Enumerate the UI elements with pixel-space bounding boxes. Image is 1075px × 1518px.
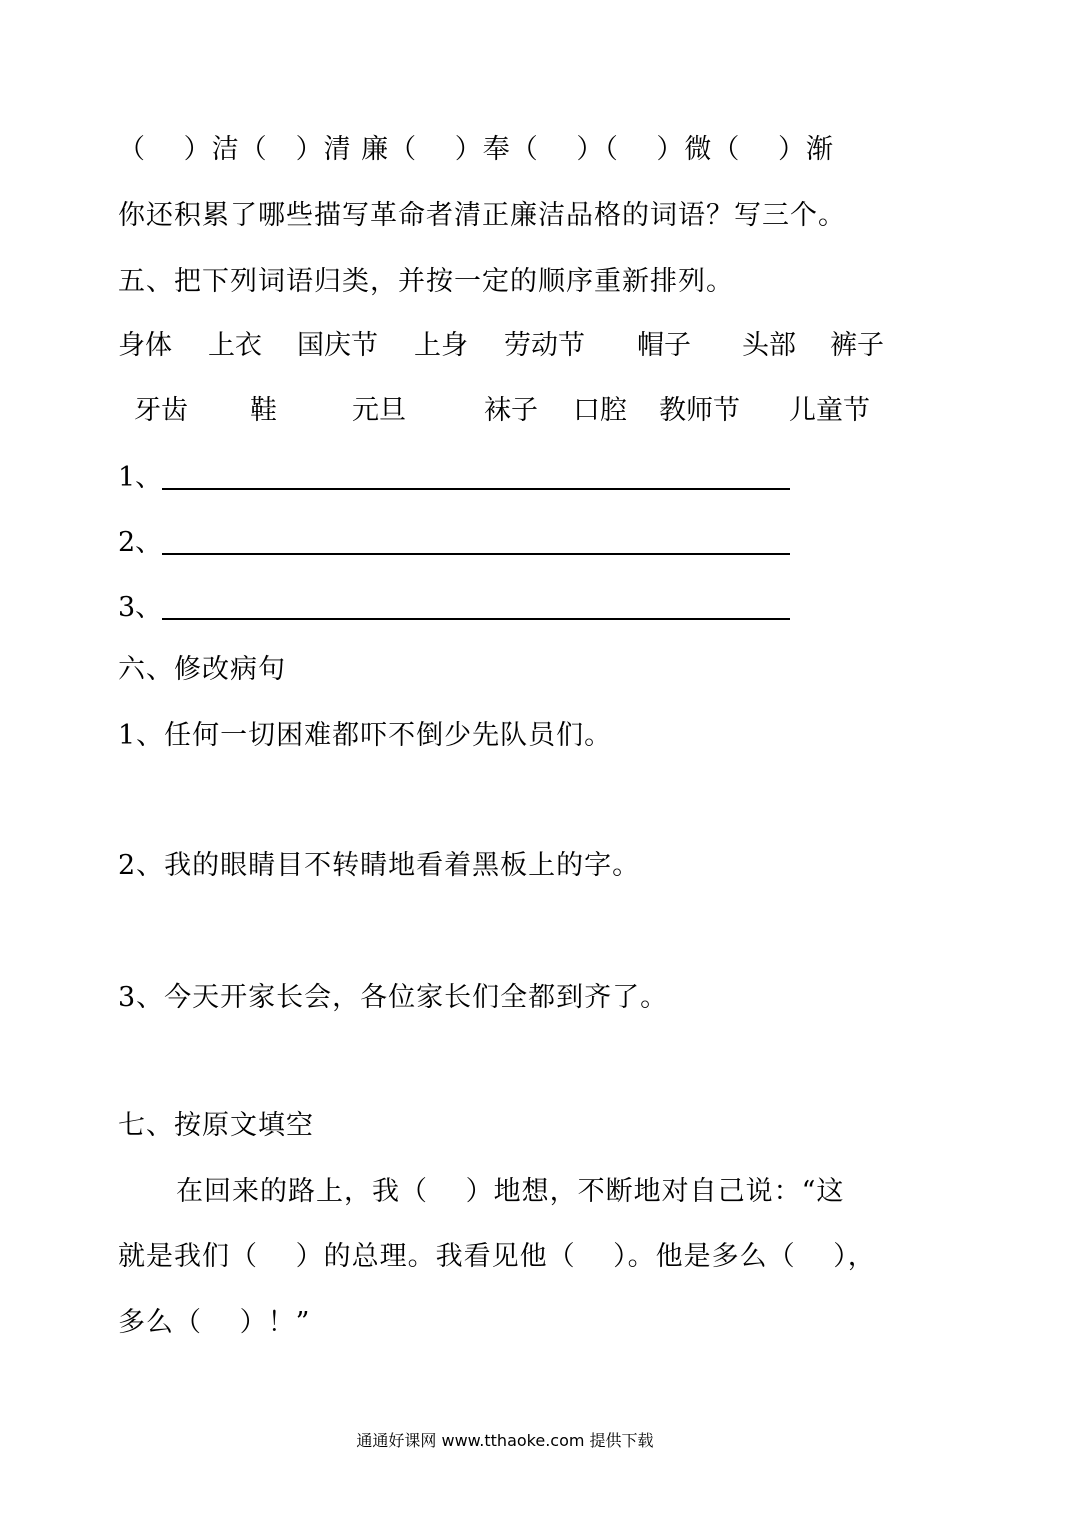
word: 口腔 <box>573 395 627 426</box>
word: 儿童节 <box>789 395 870 426</box>
word: 袜子 <box>484 395 538 426</box>
word: 国庆节 <box>297 330 378 361</box>
sentence-1: 1、任何一切困难都吓不倒少先队员们。 <box>118 720 613 751</box>
answer-rule[interactable] <box>162 618 790 620</box>
footer-credit: 通通好课网 www.tthaoke.com 提供下载 <box>356 1431 654 1450</box>
fill-blank-row: （ ）洁（ ）清 廉（ ）奉（ ）（ ）微（ ）渐 <box>118 134 834 165</box>
answer-number: 3、 <box>118 592 163 623</box>
accumulate-question: 你还积累了哪些描写革命者清正廉洁品格的词语？写三个。 <box>118 200 846 231</box>
section-5-title: 五、把下列词语归类，并按一定的顺序重新排列。 <box>118 266 734 297</box>
section-6-title: 六、修改病句 <box>118 654 286 685</box>
passage-line-3: 多么（ ）！” <box>118 1307 311 1338</box>
word: 上身 <box>414 330 468 361</box>
word: 教师节 <box>659 395 740 426</box>
section-7-title: 七、按原文填空 <box>118 1110 314 1141</box>
passage-line-1: 在回来的路上，我（ ）地想，不断地对自己说：“这 <box>176 1176 845 1207</box>
word: 劳动节 <box>504 330 585 361</box>
word: 帽子 <box>637 330 691 361</box>
answer-rule[interactable] <box>162 488 790 490</box>
answer-number: 1、 <box>118 462 163 493</box>
word: 牙齿 <box>134 395 188 426</box>
word: 元旦 <box>352 395 406 426</box>
answer-rule[interactable] <box>162 553 790 555</box>
word: 鞋 <box>250 395 277 426</box>
word: 裤子 <box>830 330 884 361</box>
sentence-3: 3、今天开家长会，各位家长们全都到齐了。 <box>118 982 669 1013</box>
passage-line-2: 就是我们（ ）的总理。我看见他（ ）。他是多么（ ）， <box>118 1241 876 1272</box>
word: 身体 <box>118 330 172 361</box>
answer-number: 2、 <box>118 527 163 558</box>
sentence-2: 2、我的眼睛目不转睛地看着黑板上的字。 <box>118 850 641 881</box>
word: 头部 <box>742 330 796 361</box>
word: 上衣 <box>208 330 262 361</box>
